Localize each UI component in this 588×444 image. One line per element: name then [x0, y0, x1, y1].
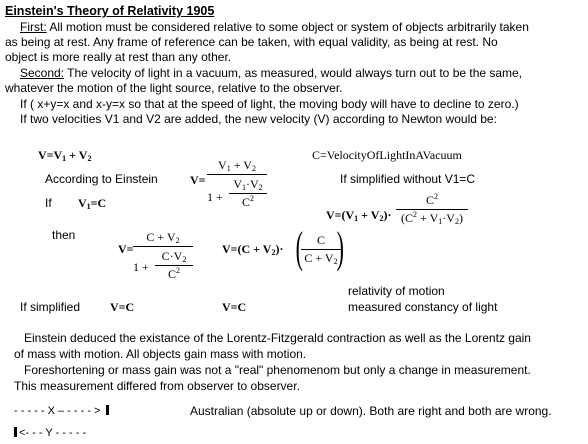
c-definition: C=VelocityOfLightInAVacuum [312, 148, 462, 162]
first-paragraph-line-2: as being at rest. Any frame of reference can be taken, with equal validity, as being at rest. No [5, 35, 498, 49]
if-v1-equals-c: $V_1=C$ [78, 196, 107, 211]
arrow-x-line [14, 404, 109, 418]
simplified-without-label: If simplified without V1=C [340, 172, 476, 186]
einstein-v-equals: V= [190, 173, 206, 187]
second-label: Second: [20, 66, 65, 80]
left-big-paren: ( [295, 223, 303, 272]
right-big-paren: ) [336, 223, 344, 272]
page-title: Einstein's Theory of Relativity 1905 [5, 4, 215, 18]
arrow-y-text: <- - - Y - - - - - [19, 427, 87, 439]
then-label: then [52, 228, 76, 242]
first-label: First: [20, 20, 47, 34]
arrow-y-line [14, 426, 86, 440]
australian-text: Australian (absolute up or down). Both are right and both are wrong. [190, 404, 552, 418]
if-label: If [45, 196, 52, 210]
simplified-formula-lhs: $V=(V_1 + V_2)\cdot$ [326, 208, 392, 223]
foreshortening-paragraph-line-2: This measurement differed from observer to observer. [14, 379, 300, 393]
according-to-einstein-label: According to Einstein [45, 172, 158, 186]
arrow-x-text: - - - - - X – - - - - > [14, 405, 101, 417]
then-v-equals: V= [118, 242, 134, 256]
first-paragraph-line-1 [20, 20, 529, 34]
note-line-2: If two velocities V1 and V2 are added, the new velocity (V) according to Newton would be: [20, 112, 497, 126]
middle-formula-lhs: $V=(C + V_2)\cdot$ [222, 242, 284, 257]
second-paragraph-line-1 [20, 66, 522, 80]
second-paragraph-line-2: whatever the motion of the light source, relative to the observer. [5, 81, 343, 95]
middle-formula-fraction: C $C + V_2$ [301, 233, 341, 266]
simplified-formula-fraction: $C^2$ $(C^2 + V_1\cdot V_2)$ [396, 193, 468, 226]
first-paragraph-line-3: object is more really at rest than any other. [5, 50, 232, 64]
arrow-x-endmark [106, 405, 109, 415]
foreshortening-paragraph-line-1: Foreshortening or mass gain was not a "real" phenomenom but only a change in measurement. [24, 363, 531, 377]
measured-constancy-label: measured constancy of light [348, 300, 498, 314]
second-text: The velocity of light in a vacuum, as measured, would always turn out to be the same, [64, 66, 523, 80]
arrow-y-endmark [14, 427, 17, 437]
einstein-formula-fraction: $V_1 + V_2$ 1 + $V_1\cdot V_2$ $C^2$ [207, 158, 267, 218]
if-simplified-label: If simplified [20, 300, 81, 314]
relativity-of-motion-label: relativity of motion [348, 284, 445, 298]
newton-equation: $V=V_1 + V_2$ [38, 148, 92, 163]
first-text: All motion must be considered relative to some object or system of objects arbitrarily taken [46, 20, 529, 34]
note-line-1: If ( x+y=x and x-y=x so that at the speed of light, the moving body will have to decline to zero.) [20, 97, 519, 111]
then-formula-fraction: $C + V_2$ 1 + $C\cdot V_2$ $C^2$ [133, 230, 193, 290]
v-equals-c-right: V=C [222, 300, 247, 314]
v-equals-c-left: V=C [110, 300, 135, 314]
lorentz-paragraph-line-2: of mass with motion. All objects gain mass with motion. [14, 347, 307, 361]
lorentz-paragraph-line-1: Einstein deduced the existance of the Lorentz-Fitzgerald contraction as well as the Lorentz gain [24, 331, 531, 345]
